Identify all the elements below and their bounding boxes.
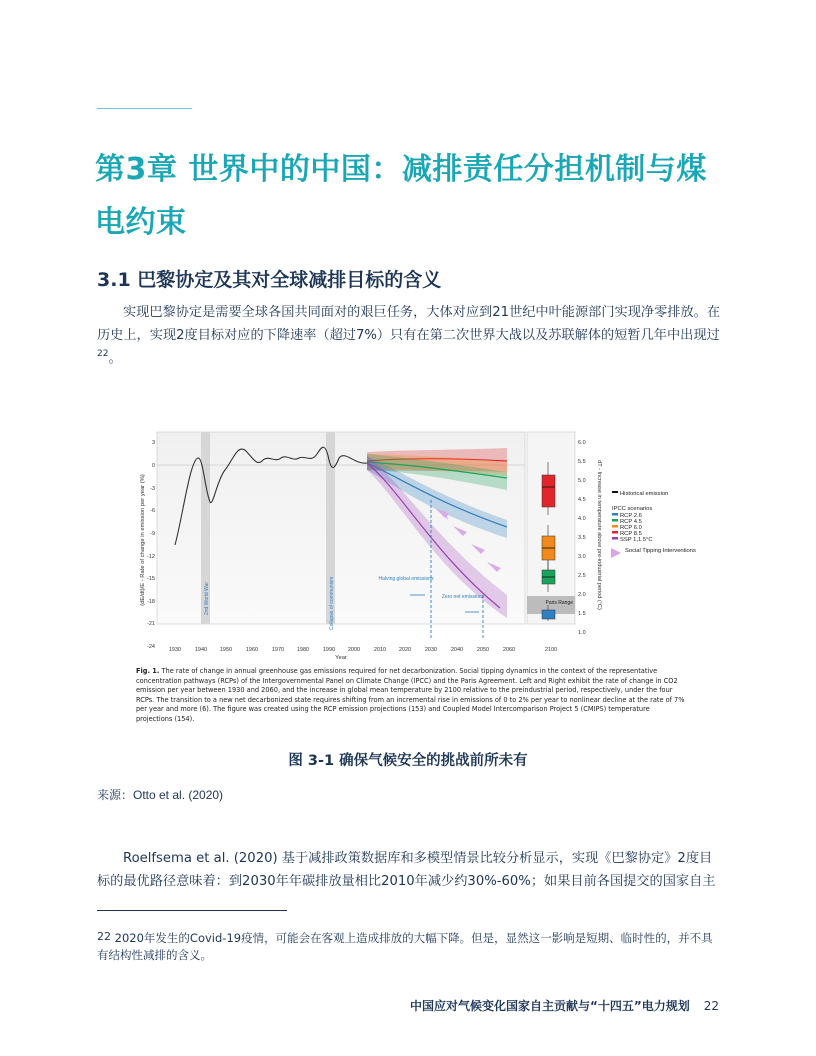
legend-historical-swatch (612, 491, 618, 493)
y-tick: -3 (150, 486, 155, 492)
y-right-tick: 5.5 (578, 459, 586, 465)
footnote-ref-22[interactable]: 22 (97, 349, 109, 359)
y-right-tick: 2.0 (578, 592, 586, 598)
legend-item: RCP 2.6 (620, 513, 642, 519)
paragraph-1 (97, 301, 721, 370)
y-right-tick: 1.0 (578, 630, 586, 636)
footnote (97, 928, 723, 964)
x-tick: 2010 (373, 647, 387, 653)
figure-caption (136, 667, 686, 725)
left-axis-ticks (147, 440, 155, 627)
zero-label: Zero net emissions (441, 594, 485, 600)
y-tick: -9 (150, 531, 155, 537)
y-right-tick: 3.0 (578, 554, 586, 560)
collapse-label: Collapse of communism (329, 576, 335, 630)
y-tick: 3 (151, 440, 155, 446)
legend-item: RCP 8.5 (620, 531, 642, 537)
y-right-tick: 4.5 (578, 497, 586, 503)
legend-social-text: Social Tipping Interventions (625, 548, 696, 554)
x-tick: 1970 (271, 647, 285, 653)
paris-range-label (545, 600, 573, 606)
x-tick: 2050 (476, 647, 490, 653)
figure-title: 图 3-1 确保气候安全的挑战前所未有 (288, 753, 528, 769)
decorative-rule (97, 108, 192, 109)
legend-swatch (612, 519, 618, 522)
legend-item: SSP 1,1.5°C (620, 537, 653, 543)
x-axis-label: Year (335, 655, 347, 661)
legend-historical: Historical emission (620, 491, 669, 497)
legend-social-arrow (611, 548, 621, 558)
temperature-panel (527, 432, 575, 624)
x-tick: 2020 (398, 647, 412, 653)
x-tick: 1930 (168, 647, 182, 653)
figure-legend (611, 491, 696, 558)
x-tick: 1940 (194, 647, 208, 653)
right-axis-label: dT - Increase in temperature above pre-industrial period (°C) (596, 460, 602, 610)
y-right-tick: 6.0 (578, 440, 586, 446)
paragraph-2: Roelfsema et al. (2020) 基于减排政策数据库和多模型情景比较分析显示，实现《巴黎协定》2度目标的最优路径意味着：到2030年年碳排放量相比2010年减少约30%-60%；如果目前各国提交的国家自主 (97, 851, 716, 889)
footnote-text: 2020年发生的Covid-19疫情，可能会在客观上造成排放的大幅下降。但是，显然这一影响是短期、临时性的，并不具有结构性减排的含义。 (97, 931, 713, 962)
y-tick: -18 (147, 599, 155, 605)
page-number: 22 (703, 999, 719, 1013)
footnote-mark: 22 (97, 930, 111, 943)
left-axis-label: (dE/dt)/E - Rate of change in emission per year (%) (140, 474, 146, 606)
x-tick: 2030 (424, 647, 438, 653)
y-tick: -24 (147, 644, 155, 650)
legend-swatch (612, 531, 618, 534)
paragraph-1-text: 实现巴黎协定是需要全球各国共同面对的艰巨任务，大体对应到21世纪中叶能源部门实现净零排放。在历史上，实现2度目标对应的下降速率（超过7%）只有在第二次世界大战以及苏联解体的短暂几年中出现过 (97, 305, 721, 343)
x-tick: 1950 (219, 647, 233, 653)
figure-source: 来源：Otto et al. (2020) (97, 788, 224, 802)
x-tick: 1990 (322, 647, 336, 653)
figure-caption-lead: Fig. 1. (136, 667, 160, 675)
paragraph-1-end: 。 (108, 351, 122, 366)
x-tick: 2040 (450, 647, 464, 653)
footer-title: 中国应对气候变化国家自主贡献与“十四五”电力规划 (409, 999, 690, 1013)
x-tick: 1960 (245, 647, 259, 653)
x-tick: 2000 (347, 647, 361, 653)
legend-item: RCP 4.5 (620, 519, 642, 525)
footnote-rule (97, 910, 287, 911)
page-footer (410, 997, 719, 1014)
legend-swatch (612, 525, 618, 528)
y-tick: -15 (147, 576, 155, 582)
x-tick: 1980 (296, 647, 310, 653)
figure-caption-text: The rate of change in annual greenhouse gas emissions required for net decarbonization. Social tipping dynamics in the context of the representative concentration pathways (RCPs) of the Intergovernmental Panel on Climate Change (IPCC) and the Paris Agreement. Left and Right exhibit the rate of change in CO2 emission per year between 1930 and 2060, and the increase in global mean temperature by 2100 relative to the preindustrial period, respectively, under the four RCPs. The transition to a new net decarbonized state requires shifting from an incremental rise in emissions of 0 to 2% per year to nonlinear decline at the rate of 7% per year and more (6). The figure was created using the RCP emission projections (153) and Coupled Model Intercomparison Project 5 (CMIPS) temperature projections (154). (136, 667, 685, 723)
y-right-tick: 4.0 (578, 516, 586, 522)
y-tick: -12 (147, 554, 155, 560)
section-title: 3.1 巴黎协定及其对全球减排目标的含义 (97, 269, 442, 291)
y-right-tick: 3.5 (578, 535, 586, 541)
panel-right-x-tick: 2100 (544, 647, 558, 653)
legend-swatch (612, 537, 618, 540)
y-tick: 0 (151, 463, 155, 469)
legend-item: RCP 6.0 (620, 525, 642, 531)
legend-swatch (612, 513, 618, 516)
legend-social (625, 548, 696, 554)
y-right-tick: 1.5 (578, 611, 586, 617)
y-tick: -21 (147, 621, 155, 627)
legend-ipcc-title: IPCC scenarios (612, 506, 653, 512)
y-tick: -6 (150, 508, 155, 514)
halving-label: Halving global emissions (378, 576, 434, 582)
y-right-tick: 5.0 (578, 478, 586, 484)
y-right-tick: 2.5 (578, 573, 586, 579)
ww2-label: 2nd World War (204, 581, 210, 615)
x-axis-ticks (169, 647, 515, 653)
x-tick: 2060 (502, 647, 516, 653)
right-axis-ticks (578, 440, 586, 636)
paris-range-text: Paris Range (545, 600, 573, 606)
chapter-title: 第3章 世界中的中国：减排责任分担机制与煤电约束 (95, 152, 707, 240)
